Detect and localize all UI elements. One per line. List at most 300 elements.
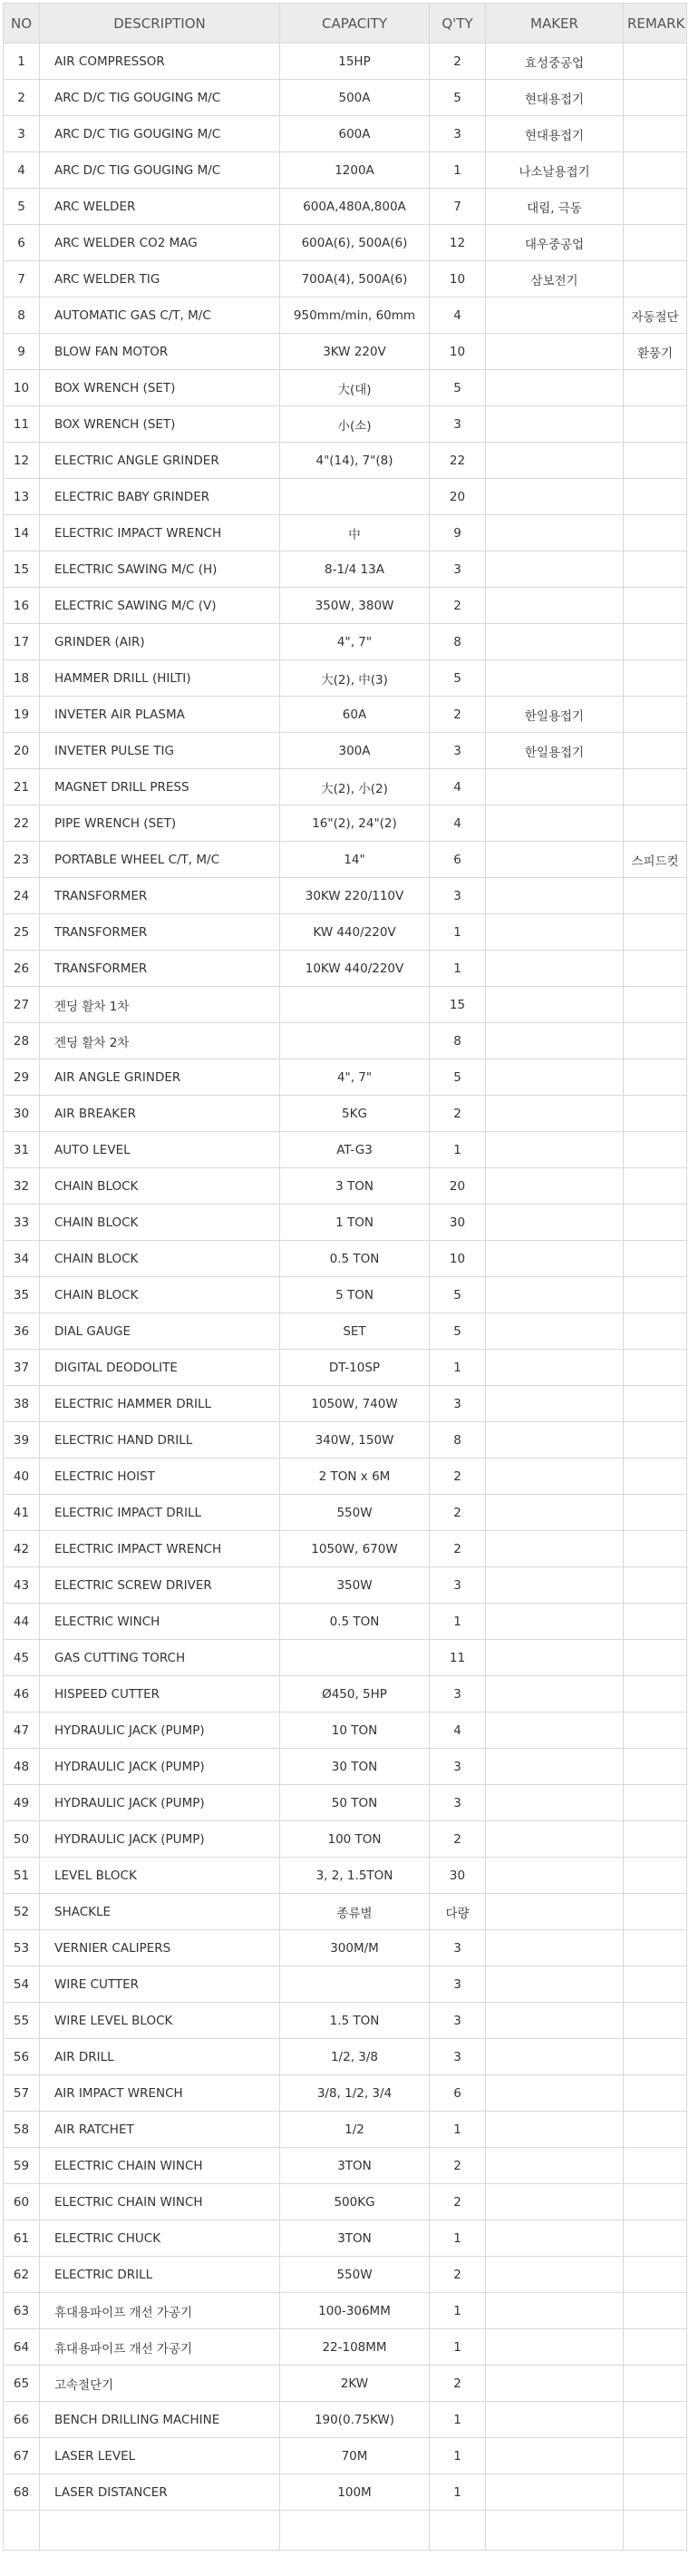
cell-maker <box>486 2329 624 2366</box>
cell-qty: 3 <box>430 1676 486 1712</box>
cell-maker <box>486 1531 624 1567</box>
cell-maker <box>486 370 624 406</box>
cell-qty: 3 <box>430 2039 486 2075</box>
cell-maker <box>486 1966 624 2003</box>
cell-qty: 1 <box>430 914 486 951</box>
cell-maker <box>486 2075 624 2112</box>
cell-maker <box>486 842 624 878</box>
cell-no: 17 <box>4 624 40 660</box>
cell-no: 26 <box>4 951 40 987</box>
cell-capacity: 0.5 TON <box>280 1241 430 1277</box>
cell-no: 19 <box>4 697 40 733</box>
table-row <box>4 624 687 660</box>
cell-remark <box>624 1567 687 1604</box>
cell-no: 1 <box>4 44 40 80</box>
cell-remark <box>624 1858 687 1894</box>
cell-maker: 나소날용접기 <box>486 152 624 189</box>
cell-maker <box>486 1422 624 1459</box>
cell-capacity: 3 TON <box>280 1168 430 1205</box>
cell-remark <box>624 951 687 987</box>
cell-remark <box>624 987 687 1023</box>
table-row <box>4 1168 687 1205</box>
cell-description: GAS CUTTING TORCH <box>40 1640 280 1676</box>
cell-capacity: 100 TON <box>280 1821 430 1858</box>
cell-no: 41 <box>4 1495 40 1531</box>
cell-no: 31 <box>4 1132 40 1168</box>
cell-description: HAMMER DRILL (HILTI) <box>40 660 280 697</box>
cell-capacity: 70M <box>280 2438 430 2474</box>
cell-capacity: 大(2), 中(3) <box>280 660 430 697</box>
cell-remark <box>624 515 687 551</box>
cell-maker <box>486 1132 624 1168</box>
cell-capacity: 300M/M <box>280 1930 430 1966</box>
cell-qty: 5 <box>430 370 486 406</box>
cell-qty: 10 <box>430 261 486 298</box>
cell-qty: 1 <box>430 152 486 189</box>
cell-description: 휴대용파이프 개선 가공기 <box>40 2293 280 2329</box>
cell-maker <box>486 1168 624 1205</box>
cell-qty: 11 <box>430 1640 486 1676</box>
cell-capacity: 500A <box>280 80 430 116</box>
cell-description: ELECTRIC ANGLE GRINDER <box>40 443 280 479</box>
cell-capacity: 4", 7" <box>280 624 430 660</box>
cell-qty: 3 <box>430 1749 486 1785</box>
cell-qty: 15 <box>430 987 486 1023</box>
cell-remark <box>624 1531 687 1567</box>
cell-qty: 다량 <box>430 1894 486 1930</box>
cell-no: 29 <box>4 1059 40 1096</box>
cell-remark <box>624 1386 687 1422</box>
cell-capacity: 2KW <box>280 2366 430 2402</box>
table-row <box>4 2402 687 2438</box>
cell-capacity: 22-108MM <box>280 2329 430 2366</box>
cell-capacity: 3TON <box>280 2148 430 2184</box>
table-row <box>4 2329 687 2366</box>
cell-remark <box>624 1749 687 1785</box>
cell-capacity: 14" <box>280 842 430 878</box>
cell-qty: 8 <box>430 1422 486 1459</box>
cell-description: 고속절단기 <box>40 2366 280 2402</box>
table-row <box>4 878 687 914</box>
cell-maker <box>486 914 624 951</box>
cell-no: 3 <box>4 116 40 152</box>
cell-no: 52 <box>4 1894 40 1930</box>
table-row <box>4 80 687 116</box>
cell-description: ARC WELDER <box>40 189 280 225</box>
cell-description: ELECTRIC HOIST <box>40 1459 280 1495</box>
cell-no: 36 <box>4 1313 40 1350</box>
cell-no: 49 <box>4 1785 40 1821</box>
cell-no: 57 <box>4 2075 40 2112</box>
cell-qty: 6 <box>430 842 486 878</box>
cell-no: 66 <box>4 2402 40 2438</box>
cell-capacity: 종류별 <box>280 1894 430 1930</box>
cell-maker <box>486 443 624 479</box>
cell-remark <box>624 1966 687 2003</box>
cell-description: ELECTRIC IMPACT WRENCH <box>40 1531 280 1567</box>
cell-qty: 2 <box>430 2257 486 2293</box>
cell-remark <box>624 2075 687 2112</box>
table-row <box>4 1495 687 1531</box>
cell-description: CHAIN BLOCK <box>40 1277 280 1313</box>
cell-maker <box>486 1821 624 1858</box>
table-row <box>4 805 687 842</box>
table-row <box>4 1132 687 1168</box>
cell-capacity: 10 TON <box>280 1712 430 1749</box>
cell-maker <box>486 2112 624 2148</box>
table-row <box>4 334 687 370</box>
empty-cell <box>40 2511 280 2551</box>
table-row <box>4 1676 687 1712</box>
cell-no: 7 <box>4 261 40 298</box>
cell-qty: 1 <box>430 2293 486 2329</box>
cell-maker: 삼보전기 <box>486 261 624 298</box>
cell-remark <box>624 1205 687 1241</box>
cell-remark <box>624 1313 687 1350</box>
cell-capacity: 16"(2), 24"(2) <box>280 805 430 842</box>
table-row <box>4 1386 687 1422</box>
cell-qty: 3 <box>430 1386 486 1422</box>
cell-description: ELECTRIC BABY GRINDER <box>40 479 280 515</box>
cell-description: ARC D/C TIG GOUGING M/C <box>40 116 280 152</box>
cell-capacity: 550W <box>280 1495 430 1531</box>
header-remark: REMARK <box>624 4 687 44</box>
header-capacity: CAPACITY <box>280 4 430 44</box>
cell-remark <box>624 406 687 443</box>
cell-no: 51 <box>4 1858 40 1894</box>
cell-description: MAGNET DRILL PRESS <box>40 769 280 805</box>
cell-capacity: 大(대) <box>280 370 430 406</box>
cell-no: 28 <box>4 1023 40 1059</box>
cell-qty: 30 <box>430 1205 486 1241</box>
header-row <box>4 4 687 44</box>
cell-qty: 2 <box>430 44 486 80</box>
cell-capacity: 350W <box>280 1567 430 1604</box>
cell-description: ELECTRIC IMPACT DRILL <box>40 1495 280 1531</box>
cell-capacity: 15HP <box>280 44 430 80</box>
cell-no: 64 <box>4 2329 40 2366</box>
cell-description: ARC WELDER CO2 MAG <box>40 225 280 261</box>
empty-cell <box>280 2511 430 2551</box>
table-row <box>4 1567 687 1604</box>
cell-no: 37 <box>4 1350 40 1386</box>
cell-capacity: 4"(14), 7"(8) <box>280 443 430 479</box>
table-row <box>4 2366 687 2402</box>
cell-no: 23 <box>4 842 40 878</box>
cell-no: 11 <box>4 406 40 443</box>
cell-remark <box>624 1676 687 1712</box>
cell-qty: 1 <box>430 2220 486 2257</box>
cell-remark <box>624 769 687 805</box>
cell-qty: 4 <box>430 298 486 334</box>
cell-remark <box>624 878 687 914</box>
cell-no: 47 <box>4 1712 40 1749</box>
cell-capacity: 5KG <box>280 1096 430 1132</box>
cell-remark <box>624 189 687 225</box>
cell-description: ARC D/C TIG GOUGING M/C <box>40 80 280 116</box>
cell-qty: 2 <box>430 1495 486 1531</box>
cell-maker <box>486 987 624 1023</box>
cell-no: 6 <box>4 225 40 261</box>
cell-description: ELECTRIC CHAIN WINCH <box>40 2148 280 2184</box>
cell-qty: 8 <box>430 1023 486 1059</box>
cell-description: ELECTRIC HAMMER DRILL <box>40 1386 280 1422</box>
cell-capacity: 5 TON <box>280 1277 430 1313</box>
cell-capacity: 700A(4), 500A(6) <box>280 261 430 298</box>
cell-no: 58 <box>4 2112 40 2148</box>
cell-maker <box>486 298 624 334</box>
cell-capacity: 8-1/4 13A <box>280 551 430 588</box>
cell-maker <box>486 2402 624 2438</box>
cell-no: 53 <box>4 1930 40 1966</box>
cell-maker <box>486 1567 624 1604</box>
cell-maker <box>486 1495 624 1531</box>
cell-qty: 3 <box>430 1567 486 1604</box>
cell-remark <box>624 551 687 588</box>
table-row <box>4 2039 687 2075</box>
cell-capacity: 4", 7" <box>280 1059 430 1096</box>
cell-no: 4 <box>4 152 40 189</box>
cell-no: 43 <box>4 1567 40 1604</box>
cell-remark <box>624 1894 687 1930</box>
cell-description: AIR ANGLE GRINDER <box>40 1059 280 1096</box>
table-row <box>4 44 687 80</box>
cell-qty: 1 <box>430 1350 486 1386</box>
cell-capacity: 600A <box>280 116 430 152</box>
cell-remark <box>624 2293 687 2329</box>
cell-description: BOX WRENCH (SET) <box>40 370 280 406</box>
equipment-table <box>3 3 687 2551</box>
table-row <box>4 1894 687 1930</box>
table-row <box>4 116 687 152</box>
cell-maker <box>486 2366 624 2402</box>
cell-qty: 3 <box>430 116 486 152</box>
cell-no: 13 <box>4 479 40 515</box>
cell-remark <box>624 225 687 261</box>
cell-remark <box>624 2220 687 2257</box>
cell-qty: 30 <box>430 1858 486 1894</box>
cell-no: 40 <box>4 1459 40 1495</box>
cell-description: GRINDER (AIR) <box>40 624 280 660</box>
cell-no: 46 <box>4 1676 40 1712</box>
cell-remark <box>624 697 687 733</box>
cell-capacity: 3/8, 1/2, 3/4 <box>280 2075 430 2112</box>
cell-remark <box>624 1422 687 1459</box>
cell-description: ELECTRIC DRILL <box>40 2257 280 2293</box>
cell-description: WIRE LEVEL BLOCK <box>40 2003 280 2039</box>
cell-description: HYDRAULIC JACK (PUMP) <box>40 1785 280 1821</box>
cell-description: ELECTRIC HAND DRILL <box>40 1422 280 1459</box>
table-row <box>4 1966 687 2003</box>
cell-maker <box>486 1059 624 1096</box>
cell-qty: 2 <box>430 2148 486 2184</box>
cell-remark <box>624 805 687 842</box>
cell-remark <box>624 1059 687 1096</box>
cell-capacity: Ø450, 5HP <box>280 1676 430 1712</box>
cell-remark: 환풍기 <box>624 334 687 370</box>
cell-description: WIRE CUTTER <box>40 1966 280 2003</box>
cell-description: HISPEED CUTTER <box>40 1676 280 1712</box>
cell-maker <box>486 2293 624 2329</box>
cell-no: 50 <box>4 1821 40 1858</box>
cell-description: 휴대용파이프 개선 가공기 <box>40 2329 280 2366</box>
table-row <box>4 2184 687 2220</box>
cell-capacity: AT-G3 <box>280 1132 430 1168</box>
table-row <box>4 2112 687 2148</box>
table-row <box>4 1277 687 1313</box>
cell-qty: 3 <box>430 1930 486 1966</box>
cell-capacity: 大(2), 小(2) <box>280 769 430 805</box>
cell-capacity: 300A <box>280 733 430 769</box>
cell-capacity: 600A,480A,800A <box>280 189 430 225</box>
cell-qty: 1 <box>430 2402 486 2438</box>
table-row <box>4 1821 687 1858</box>
cell-description: ELECTRIC CHAIN WINCH <box>40 2184 280 2220</box>
cell-description: HYDRAULIC JACK (PUMP) <box>40 1712 280 1749</box>
cell-capacity <box>280 1023 430 1059</box>
cell-description: ELECTRIC IMPACT WRENCH <box>40 515 280 551</box>
table-body <box>4 44 687 2551</box>
cell-description: INVETER AIR PLASMA <box>40 697 280 733</box>
cell-remark <box>624 1930 687 1966</box>
cell-no: 9 <box>4 334 40 370</box>
table-row <box>4 370 687 406</box>
empty-cell <box>486 2511 624 2551</box>
cell-no: 44 <box>4 1604 40 1640</box>
table-row <box>4 2257 687 2293</box>
cell-maker: 한일용접기 <box>486 697 624 733</box>
cell-description: AIR BREAKER <box>40 1096 280 1132</box>
cell-description: LASER LEVEL <box>40 2438 280 2474</box>
cell-qty: 10 <box>430 334 486 370</box>
cell-remark: 자동절단 <box>624 298 687 334</box>
cell-no: 8 <box>4 298 40 334</box>
cell-no: 67 <box>4 2438 40 2474</box>
cell-description: AUTOMATIC GAS C/T, M/C <box>40 298 280 334</box>
cell-remark <box>624 733 687 769</box>
cell-qty: 1 <box>430 2329 486 2366</box>
cell-description: LASER DISTANCER <box>40 2474 280 2511</box>
cell-remark <box>624 2474 687 2511</box>
cell-capacity: 100M <box>280 2474 430 2511</box>
cell-qty: 8 <box>430 624 486 660</box>
cell-capacity: 1050W, 670W <box>280 1531 430 1567</box>
cell-remark <box>624 624 687 660</box>
cell-maker <box>486 334 624 370</box>
cell-qty: 9 <box>430 515 486 551</box>
cell-remark <box>624 2003 687 2039</box>
cell-description: ARC WELDER TIG <box>40 261 280 298</box>
cell-maker <box>486 551 624 588</box>
cell-no: 30 <box>4 1096 40 1132</box>
table-row <box>4 1313 687 1350</box>
cell-capacity <box>280 1640 430 1676</box>
cell-no: 27 <box>4 987 40 1023</box>
table-header <box>4 4 687 44</box>
cell-capacity <box>280 987 430 1023</box>
cell-description: BOX WRENCH (SET) <box>40 406 280 443</box>
cell-capacity: 1.5 TON <box>280 2003 430 2039</box>
cell-remark <box>624 2257 687 2293</box>
header-qty: Q'TY <box>430 4 486 44</box>
table-row <box>4 1205 687 1241</box>
table-row <box>4 2220 687 2257</box>
table-row <box>4 697 687 733</box>
cell-maker <box>486 951 624 987</box>
cell-remark <box>624 1023 687 1059</box>
table-row <box>4 1422 687 1459</box>
cell-remark <box>624 370 687 406</box>
cell-description: TRANSFORMER <box>40 951 280 987</box>
empty-cell <box>430 2511 486 2551</box>
cell-maker <box>486 1785 624 1821</box>
cell-capacity: 600A(6), 500A(6) <box>280 225 430 261</box>
cell-description: TRANSFORMER <box>40 914 280 951</box>
cell-qty: 6 <box>430 2075 486 2112</box>
table-row <box>4 225 687 261</box>
table-row <box>4 769 687 805</box>
cell-maker <box>486 805 624 842</box>
cell-description: HYDRAULIC JACK (PUMP) <box>40 1749 280 1785</box>
cell-capacity <box>280 479 430 515</box>
table-row <box>4 1858 687 1894</box>
cell-qty: 3 <box>430 406 486 443</box>
cell-no: 2 <box>4 80 40 116</box>
table-row <box>4 1459 687 1495</box>
cell-maker <box>486 1676 624 1712</box>
cell-description: BLOW FAN MOTOR <box>40 334 280 370</box>
cell-remark: 스피드컷 <box>624 842 687 878</box>
cell-qty: 2 <box>430 1459 486 1495</box>
cell-qty: 5 <box>430 80 486 116</box>
table-row <box>4 515 687 551</box>
cell-maker <box>486 1930 624 1966</box>
cell-description: 겐딩 활차 2차 <box>40 1023 280 1059</box>
table-row <box>4 2003 687 2039</box>
table-row <box>4 551 687 588</box>
cell-maker: 대림, 극동 <box>486 189 624 225</box>
cell-remark <box>624 588 687 624</box>
cell-remark <box>624 44 687 80</box>
cell-maker: 현대용접기 <box>486 80 624 116</box>
cell-description: AUTO LEVEL <box>40 1132 280 1168</box>
cell-qty: 1 <box>430 2438 486 2474</box>
cell-no: 32 <box>4 1168 40 1205</box>
table-row <box>4 2293 687 2329</box>
cell-maker <box>486 1205 624 1241</box>
cell-no: 60 <box>4 2184 40 2220</box>
cell-description: DIAL GAUGE <box>40 1313 280 1350</box>
cell-qty: 1 <box>430 1604 486 1640</box>
cell-capacity: 1/2 <box>280 2112 430 2148</box>
cell-maker <box>486 1241 624 1277</box>
cell-remark <box>624 1785 687 1821</box>
cell-maker: 현대용접기 <box>486 116 624 152</box>
cell-description: PORTABLE WHEEL C/T, M/C <box>40 842 280 878</box>
cell-remark <box>624 1821 687 1858</box>
cell-qty: 2 <box>430 2366 486 2402</box>
cell-remark <box>624 261 687 298</box>
cell-qty: 2 <box>430 2184 486 2220</box>
cell-remark <box>624 2148 687 2184</box>
cell-capacity: 100-306MM <box>280 2293 430 2329</box>
cell-no: 62 <box>4 2257 40 2293</box>
cell-description: SHACKLE <box>40 1894 280 1930</box>
cell-qty: 7 <box>430 189 486 225</box>
cell-qty: 4 <box>430 1712 486 1749</box>
cell-capacity: 2 TON x 6M <box>280 1459 430 1495</box>
cell-qty: 5 <box>430 1313 486 1350</box>
